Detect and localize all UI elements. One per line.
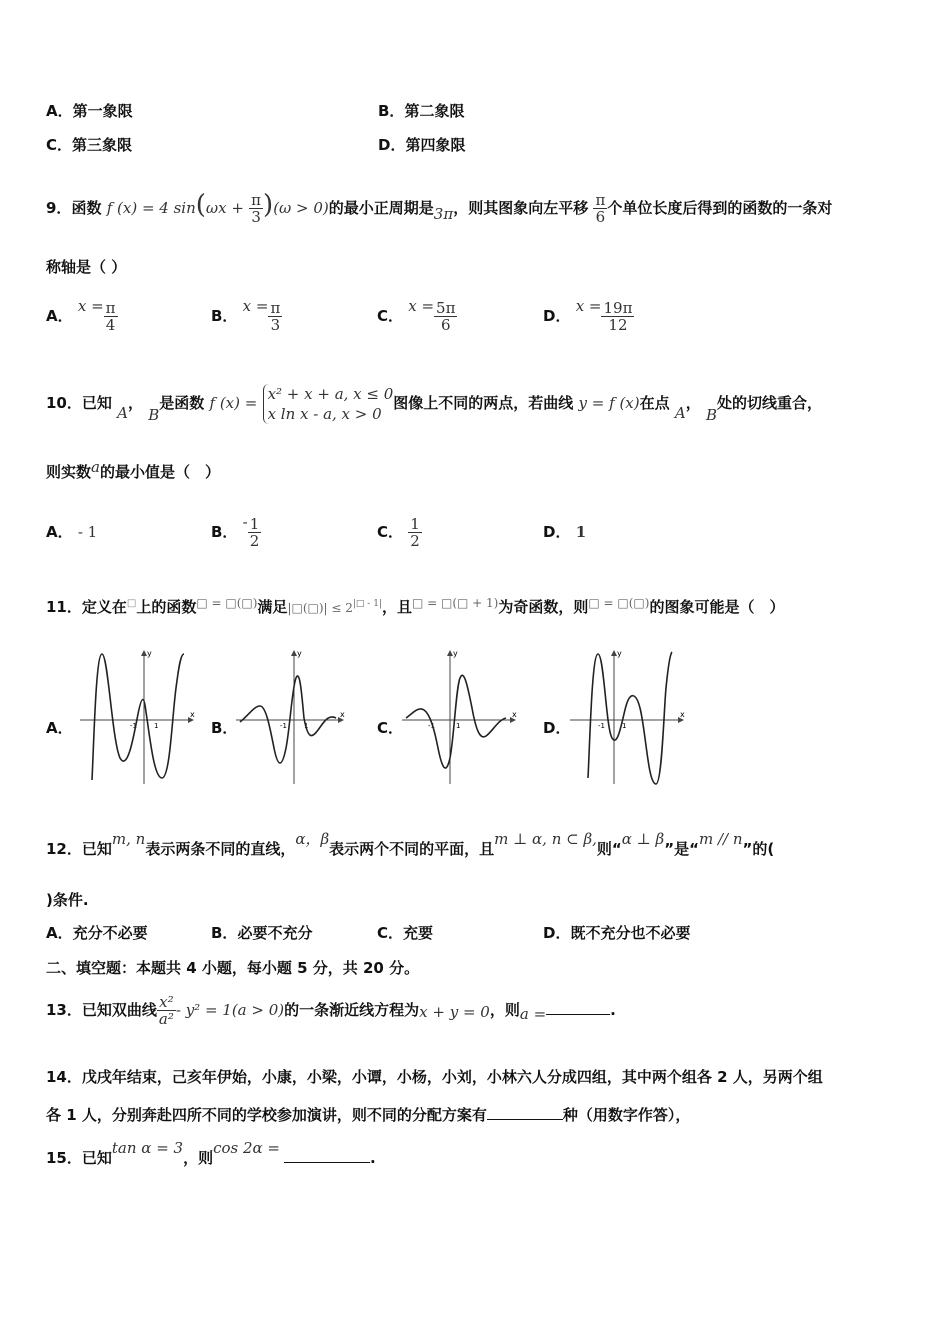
q13-stem: 13．已知双曲线 $\frac{\text{x²}}{\text{a²}}$ - y² = 1(a > 0)的一条渐近线方程为x + y = 0，则a = . bbox=[46, 993, 616, 1028]
stem-text: ，则其图象向左平移 bbox=[453, 199, 589, 217]
fraction-pi-over-6: $\frac{\pi}{6}$ bbox=[595, 191, 606, 226]
y-axis-label: y bbox=[147, 649, 152, 658]
answer-blank[interactable] bbox=[487, 1103, 563, 1120]
question-number: 13． bbox=[46, 1001, 82, 1019]
period-value: 3π bbox=[433, 205, 454, 223]
option-text: 第四象限 bbox=[405, 136, 466, 154]
fraction-pi-over-3: $\frac{\pi}{3}$ bbox=[251, 191, 262, 226]
q9-option-a: A． x = $\frac{\pi}{4}$ bbox=[46, 297, 116, 334]
tick-one: 1 bbox=[304, 722, 309, 730]
q10-option-d: D． 1 bbox=[543, 523, 587, 541]
q12-stem-line2: )条件. bbox=[46, 891, 89, 909]
q11-option-a-label: A． bbox=[46, 719, 73, 737]
q11-option-b-label: B． bbox=[211, 719, 238, 737]
curve-formula: y = f (x) bbox=[578, 394, 640, 412]
q10-stem-line2: 则实数a的最小值是（ ） bbox=[46, 458, 220, 481]
q15-stem: 15．已知tan α = 3，则cos 2α =. bbox=[46, 1139, 376, 1167]
q9-option-b: B． x = $\frac{\pi}{3}$ bbox=[211, 297, 281, 334]
point-b: B bbox=[148, 406, 160, 424]
graph-option-a[interactable] bbox=[76, 648, 196, 788]
q9-option-d: D． x = $\frac{19\pi}{12}$ bbox=[543, 297, 633, 334]
q9-option-c: C． x = $\frac{5\pi}{6}$ bbox=[377, 297, 456, 334]
tick-one: 1 bbox=[456, 722, 461, 730]
option-text: 第一象限 bbox=[72, 102, 133, 120]
graph-option-c[interactable] bbox=[398, 648, 523, 788]
curve bbox=[588, 652, 672, 784]
curve bbox=[92, 654, 184, 780]
fraction-x2-over-a2: $\frac{\text{x²}}{\text{a²}}$ bbox=[158, 993, 174, 1028]
function-formula: f (x) = 4 sin bbox=[106, 199, 196, 217]
point-a: A bbox=[117, 404, 128, 422]
q9-stem-line2: 称轴是（ ） bbox=[46, 258, 127, 276]
section-heading-fill-in: 二、填空题：本题共 4 小题，每小题 5 分，共 20 分。 bbox=[46, 959, 420, 977]
tick-neg-one: -1 bbox=[598, 722, 605, 730]
tick-neg-one: -1 bbox=[428, 722, 435, 730]
q10-option-c: C． $\frac{1}{2}$ bbox=[377, 515, 420, 550]
q9-stem: 9．函数 f (x) = 4 sin(ωx + $\frac{\pi}{3}$ )(ω > 0)的最小正周期是3π，则其图象向左平移 $\frac{\pi}{6}$ 个单位长度后得到的函数的一条对 bbox=[46, 190, 833, 226]
q11-option-c-label: C． bbox=[377, 719, 404, 737]
q10-option-b: B． - $\frac{1}{2}$ bbox=[211, 513, 260, 550]
question-number: 11． bbox=[46, 598, 82, 616]
question-number: 10． bbox=[46, 394, 82, 412]
question-number: 15． bbox=[46, 1149, 82, 1167]
q8-option-a bbox=[46, 101, 133, 121]
option-text: 第二象限 bbox=[404, 102, 465, 120]
q12-option-d: D．既不充分也不必要 bbox=[543, 924, 691, 942]
q12-option-b: B．必要不充分 bbox=[211, 924, 313, 942]
option-text: 第三象限 bbox=[72, 136, 133, 154]
y-axis-label: y bbox=[453, 649, 458, 658]
x-axis-label: x bbox=[680, 710, 685, 719]
tick-one: 1 bbox=[622, 722, 627, 730]
q12-option-c: C．充要 bbox=[377, 924, 434, 942]
q10-option-a: A． - 1 bbox=[46, 523, 98, 541]
x-axis-label: x bbox=[340, 710, 345, 719]
q10-stem: 10．已知 A， B是函数 f (x) = x² + x + a, x ≤ 0 x ln x - a, x > 0 图像上不同的两点，若曲线 y = f (x)在点 A， B处的切线重合， bbox=[46, 384, 822, 424]
question-number: 14． bbox=[46, 1068, 82, 1086]
q8-option-d bbox=[378, 135, 465, 155]
q12-option-a: A．充分不必要 bbox=[46, 924, 148, 942]
stem-text: 个单位长度后得到的函数的一条对 bbox=[607, 199, 833, 217]
y-axis-label: y bbox=[297, 649, 302, 658]
function-inner: ωx + bbox=[205, 199, 244, 217]
piecewise-cases: x² + x + a, x ≤ 0 x ln x - a, x > 0 bbox=[263, 384, 394, 424]
q14-stem-line2: 各 1 人，分别奔赴四所不同的学校参加演讲，则不同的分配方案有 种（用数字作答）， bbox=[46, 1103, 690, 1125]
q8-option-b bbox=[378, 101, 464, 121]
stem-text: 的最小正周期是 bbox=[328, 199, 434, 217]
option-letter: B． bbox=[378, 102, 405, 120]
q14-stem-line1: 14．戊戌年结束，己亥年伊始，小康，小梁，小谭，小杨，小刘，小林六人分成四组，其中两个组各 2 人，另两个组 bbox=[46, 1068, 823, 1086]
question-number: 9． bbox=[46, 199, 72, 217]
graph-option-b[interactable] bbox=[232, 648, 352, 788]
option-letter: D． bbox=[378, 136, 406, 154]
answer-blank[interactable] bbox=[284, 1146, 370, 1163]
tick-one: 1 bbox=[154, 722, 159, 730]
tick-neg-one: -1 bbox=[130, 722, 137, 730]
q12-stem: 12．已知m, n表示两条不同的直线，α，β表示两个不同的平面，且m ⊥ α, n ⊂ β,则“α ⊥ β”是“m // n”的( bbox=[46, 830, 775, 858]
piecewise-function-name: f (x) = bbox=[209, 394, 258, 412]
x-axis-label: x bbox=[512, 710, 517, 719]
omega-condition: (ω > 0) bbox=[273, 199, 329, 217]
graph-option-d[interactable] bbox=[566, 648, 691, 788]
q11-stem: 11．定义在□上的函数□ = □(□)满足|□(□)| ≤ $2^{|□ - 1|}$，且$^{□ = □(□ + 1)}$为奇函数，则□ = □(□)的图象可能是（ ） bbox=[46, 596, 785, 616]
tick-neg-one: -1 bbox=[280, 722, 287, 730]
y-axis-label: y bbox=[617, 649, 622, 658]
question-number: 12． bbox=[46, 840, 82, 858]
q11-option-d-label: D． bbox=[543, 719, 571, 737]
stem-text: 函数 bbox=[71, 199, 102, 217]
x-axis-label: x bbox=[190, 710, 195, 719]
q8-option-c bbox=[46, 135, 132, 155]
answer-blank[interactable] bbox=[546, 998, 610, 1015]
option-letter: A． bbox=[46, 102, 73, 120]
option-letter: C． bbox=[46, 136, 73, 154]
